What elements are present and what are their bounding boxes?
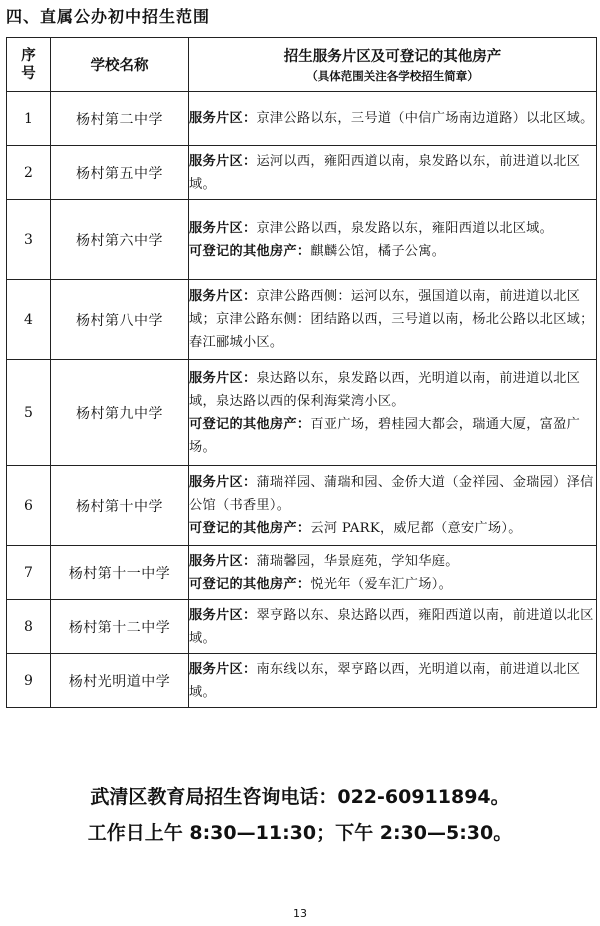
table-row — [7, 146, 597, 200]
service-area-text: 蒲瑞祥园、蒲瑞和园、金侨大道（金祥园、金瑞园）泽信公馆（书香里）。 — [189, 475, 594, 513]
area-cell — [189, 280, 597, 360]
other-property-text: 百亚广场，碧桂园大都会，瑞通大厦，富盈广场。 — [189, 416, 581, 455]
section-title: 四、直属公办初中招生范围 — [6, 7, 211, 26]
school-name: 杨村第十一中学 — [51, 546, 189, 600]
table-row — [7, 280, 597, 360]
table-row — [7, 654, 597, 708]
service-area-text: 京津公路以东，三号道（中信广场南边道路）以北区域。 — [256, 111, 594, 126]
service-area-label: 服务片区： — [189, 153, 257, 169]
service-area-label: 服务片区： — [189, 475, 257, 490]
header-school-name: 学校名称 — [51, 38, 189, 92]
service-area — [189, 471, 596, 517]
header-area — [189, 38, 597, 92]
service-area-label: 服务片区： — [189, 607, 257, 623]
service-area — [189, 150, 596, 196]
area-cell — [189, 654, 597, 708]
other-property-label: 可登记的其他房产： — [189, 243, 311, 259]
service-area-label: 服务片区： — [189, 289, 257, 304]
row-number: 6 — [7, 466, 51, 546]
other-property — [189, 573, 596, 596]
other-property — [189, 413, 596, 459]
service-area — [189, 285, 596, 354]
header-area-note: （具体范围关注各学校招生简章） — [306, 69, 479, 83]
service-area-text: 南东线以东，翠亨路以西，光明道以南，前进道以北区域。 — [189, 661, 581, 700]
table-row — [7, 360, 597, 466]
service-area-text: 运河以西，雍阳西道以南，泉发路以东，前进道以北区域。 — [189, 153, 581, 192]
enrollment-zone-table — [6, 37, 597, 708]
other-property-label: 可登记的其他房产： — [189, 416, 311, 432]
table-row — [7, 200, 597, 280]
service-area-label: 服务片区： — [189, 220, 257, 236]
service-area — [189, 658, 596, 704]
other-property-label: 可登记的其他房产： — [189, 576, 311, 592]
service-area — [189, 604, 596, 650]
other-property — [189, 517, 596, 540]
row-number: 3 — [7, 200, 51, 280]
other-property-label: 可登记的其他房产： — [189, 521, 311, 536]
row-number: 5 — [7, 360, 51, 466]
table-row — [7, 466, 597, 546]
school-name: 杨村第八中学 — [51, 280, 189, 360]
area-cell — [189, 92, 597, 146]
service-area-text: 京津公路以西，泉发路以东，雍阳西道以北区域。 — [256, 220, 554, 236]
area-cell — [189, 360, 597, 466]
row-number: 9 — [7, 654, 51, 708]
school-name: 杨村第十中学 — [51, 466, 189, 546]
service-area — [189, 367, 596, 413]
service-area — [189, 550, 596, 573]
service-area-text: 翠亨路以东、泉达路以西，雍阳西道以南，前进道以北区域。 — [189, 607, 594, 646]
header-no: 序号 — [7, 38, 51, 92]
row-number: 8 — [7, 600, 51, 654]
service-area-text: 蒲瑞馨园，华景庭苑，学知华庭。 — [256, 553, 459, 569]
service-area — [189, 107, 596, 130]
school-name: 杨村第十二中学 — [51, 600, 189, 654]
row-number: 2 — [7, 146, 51, 200]
contact-hours: 工作日上午 8:30—11:30；下午 2:30—5:30。 — [87, 822, 513, 844]
area-cell — [189, 546, 597, 600]
service-area-text: 京津公路西侧：运河以东，强国道以南，前进道以北区域；京津公路东侧：团结路以西，三号道以南，杨北公路以北区域；春江郦城小区。 — [189, 289, 594, 350]
service-area — [189, 217, 596, 240]
area-cell — [189, 200, 597, 280]
service-area-text: 泉达路以东，泉发路以西，光明道以南，前进道以北区域，泉达路以西的保利海棠湾小区。 — [189, 370, 581, 409]
page-number: 13 — [293, 907, 307, 920]
row-number: 1 — [7, 92, 51, 146]
service-area-label: 服务片区： — [189, 553, 257, 569]
table-row — [7, 600, 597, 654]
other-property-text: 麒麟公馆，橘子公寓。 — [310, 243, 446, 259]
service-area-label: 服务片区： — [189, 370, 257, 386]
area-cell — [189, 600, 597, 654]
other-property-text: 悦光年（爱车汇广场）。 — [310, 576, 453, 592]
table-row — [7, 546, 597, 600]
table-row — [7, 92, 597, 146]
header-area-title: 招生服务片区及可登记的其他房产 — [283, 49, 502, 65]
school-name: 杨村第九中学 — [51, 360, 189, 466]
service-area-label: 服务片区： — [189, 661, 257, 677]
row-number: 4 — [7, 280, 51, 360]
row-number: 7 — [7, 546, 51, 600]
school-name: 杨村第二中学 — [51, 92, 189, 146]
school-name: 杨村第五中学 — [51, 146, 189, 200]
area-cell — [189, 466, 597, 546]
service-area-label: 服务片区： — [189, 111, 257, 126]
table-header-row — [7, 38, 597, 92]
other-property — [189, 240, 596, 263]
school-name: 杨村第六中学 — [51, 200, 189, 280]
area-cell — [189, 146, 597, 200]
contact-phone: 武清区教育局招生咨询电话：022-60911894。 — [90, 786, 510, 808]
other-property-text: 云河 PARK，威尼都（意安广场）。 — [310, 521, 522, 536]
school-name: 杨村光明道中学 — [51, 654, 189, 708]
